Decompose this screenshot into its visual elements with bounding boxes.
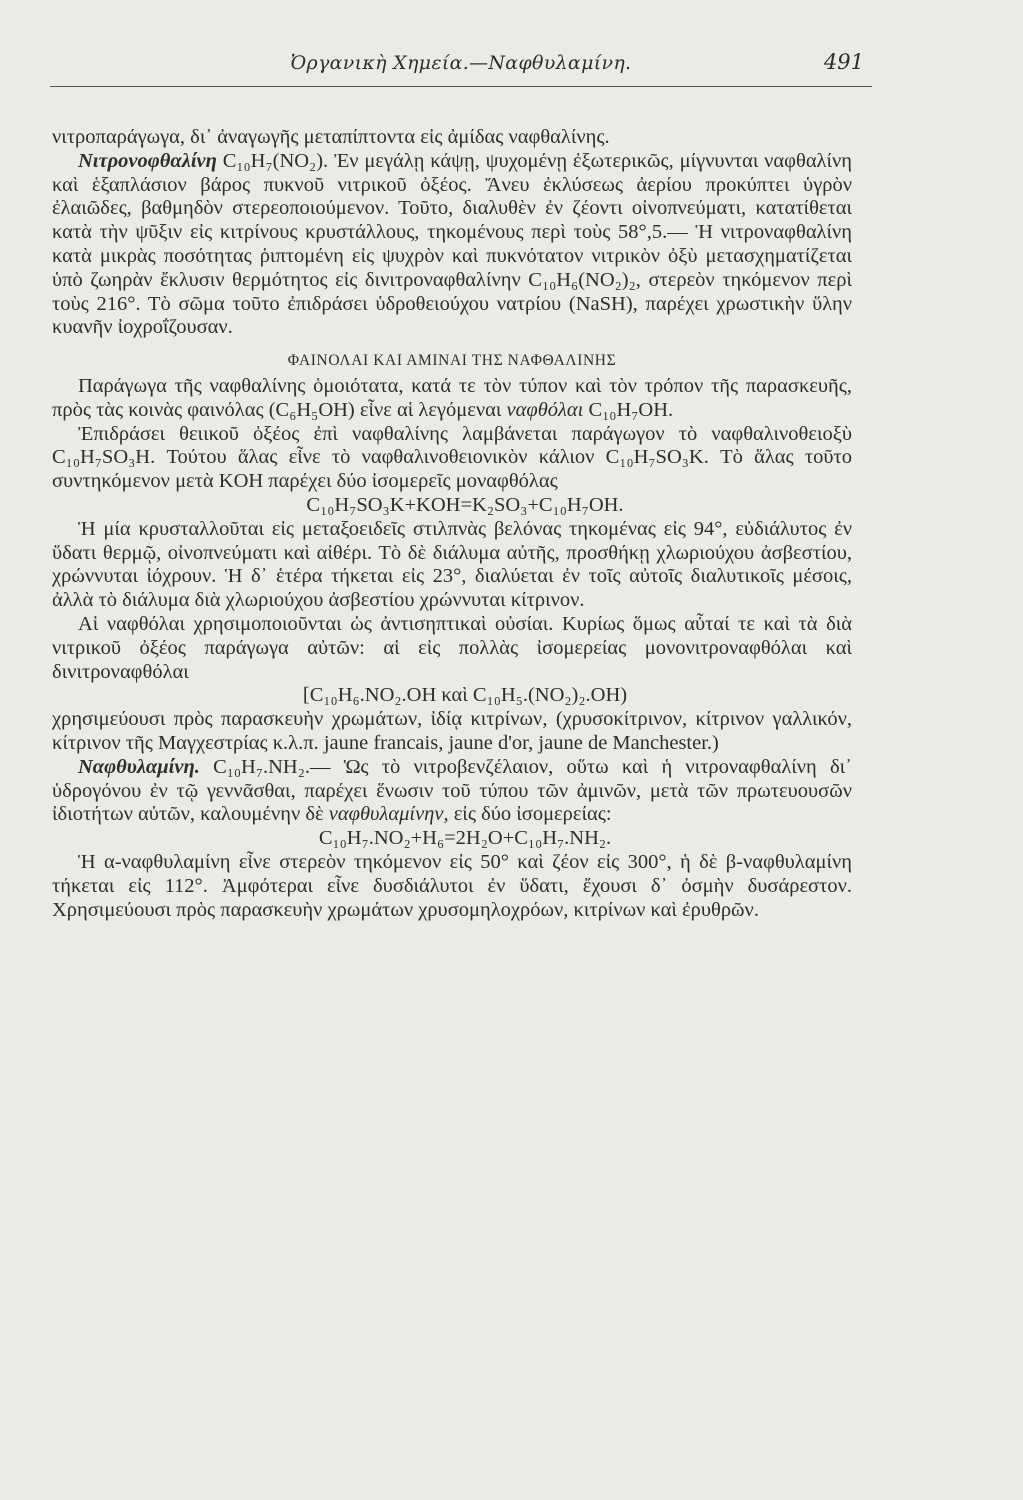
paragraph-alpha-beta: Ἡ α-ναφθυλαμίνη εἶνε στερεὸν τηκόμενον εἰς 50° καὶ ζέον εἰς 300°, ἡ δὲ β-ναφθυλαμίνη τήκεται εἰς 112°. Ἀμφότεραι εἶνε δυσδιάλυτοι ἐν ὕδατι, ἔχουσι δ᾽ ὀσμὴν δυσάρεστον. Χρησιμεύουσι πρὸς παρασκευὴν χρωμάτων χρυσομηλοχρόων, κιτρίνων καὶ ἐρυθρῶν. (52, 850, 852, 921)
paragraph-nitronaphthalene-text: Ἐν μεγάλῃ κάψῃ, ψυχομένῃ ἐξωτερικῶς, μίγνυνται ναφθαλίνη καὶ ἑξαπλάσιον βάρος πυκνοῦ νιτρικοῦ ὀξέος. Ἄνευ ἐκλύσεως ἀερίου προκύπτει ὑγρὸν ἐλαιῶδες, βαθμηδὸν στερεοποιούμενον. Τοῦτο, διαλυθὲν ἐν ζέοντι οἰνοπνεύματι, κατατίθεται κατὰ τὴν ψῦξιν εἰς κιτρίνους κρυστάλλους, τηκομένους περὶ τοὺς 58°,5.— Ἡ νιτροναφθαλίνη κατὰ μικρὰς ποσότητας ῥιπτομένη εἰς ψυχρὸν καὶ πυκνότατον νιτρικὸν ὀξὺ μετασχηματίζεται ὑπὸ ζωηρὰν ἔκλυσιν θερμότητος εἰς δινιτροναφθαλίνην C₁₀H₆(NO₂)₂, στερεὸν τηκόμενον περὶ τοὺς 216°. Τὸ σῶμα τοῦτο ἐπιδράσει ὑδροθειούχου νατρίου (NaSH), παρέχει χρωστικὴν ὕλην κυανῆν ἰοχροΐζουσαν. (52, 149, 852, 339)
paragraph-sulfonic-acid: Ἐπιδράσει θειικοῦ ὀξέος ἐπὶ ναφθαλίνης λαμβάνεται παράγωγον τὸ ναφθαλινοθειοξὺ C₁₀H₇SO₃H. Τούτου ἅλας εἶνε τὸ ναφθαλινοθειονικὸν κάλιον C₁₀H₇SO₃K. Τὸ ἅλας τοῦτο συντηκόμενον μετὰ KOH παρέχει δύο ἰσομερεῖς μοναφθόλας (52, 422, 852, 493)
page-body (52, 126, 852, 922)
equation-nitronaphthols: [C₁₀H₆.NO₂.OH καὶ C₁₀H₅.(NO₂)₂.OH) (302, 684, 628, 707)
paragraph-naphthols-text: Παράγωγα τῆς ναφθαλίνης ὁμοιότατα, κατά τε τὸν τύπον καὶ τὸν τρόπον τῆς παρασκευῆς, πρὸς τὰς κοινὰς φαινόλας (C₆H₅OH) εἶνε αἱ λεγόμεναι (52, 374, 852, 421)
paragraph-naphthylamine-text: Ὡς τὸ νιτροβενζέλαιον, οὕτω καὶ ἡ νιτροναφθαλίνη δι᾽ ὑδρογόνου ἐν τῷ γεννᾶσθαι, παρέχει ἕνωσιν τοῦ τύπου τῶν ἀμινῶν, μετὰ τῶν πρωτευουσῶν ἰδιοτήτων αὐτῶν, καλουμένην δὲ (52, 755, 852, 826)
equation-reduction: C₁₀H₇.NO₂+H₆=2H₂O+C₁₀H₇.NH₂. (318, 827, 612, 850)
paragraph-naphthols-intro (52, 375, 852, 423)
running-title: Ὀργανικὴ Χημεία.—Ναφθυλαμίνη. (290, 52, 632, 74)
paragraph-intro: νιτροπαράγωγα, δι᾽ ἀναγωγῆς μεταπίπτοντα εἰς ἀμίδας ναφθαλίνης. (52, 126, 610, 148)
page-header (50, 46, 872, 87)
paragraph-isomers: Ἡ μία κρυσταλλοῦται εἰς μεταξοειδεῖς στιλπνὰς βελόνας τηκομένας εἰς 94°, εὐδιάλυτος ἐν ὕδατι θερμῷ, οἰνοπνεύματι καὶ αἰθέρι. Τὸ δὲ διάλυμα αὐτῆς, προσθήκῃ χλωριούχου ἀσβεστίου, χρώννυται ἰόχρουν. Ἡ δ᾽ ἑτέρα τήκεται εἰς 23°, διαλύεται ἐν τοῖς αὐτοῖς διαλυτικοῖς μέσοις, ἀλλὰ τὸ διάλυμα διὰ χλωριούχου ἀσβεστίου χρώννυται κίτρινον. (52, 517, 852, 612)
term-naphthylamine-inline: ναφθυλαμίνην, (328, 803, 449, 826)
paragraph-dyes: χρησιμεύουσι πρὸς παρασκευὴν χρωμάτων, ἰδίᾳ κιτρίνων, (χρυσοκίτρινον, κίτρινον γαλλικόν, κίτρινον τῆς Μαγχεστρίας κ.λ.π. jaune francais, jaune d'or, jaune de Manchester.) (52, 708, 852, 754)
paragraph-naphthylamine-text-2: εἰς δύο ἰσομερείας: (453, 803, 612, 826)
equation-potash-fusion: C₁₀H₇SO₃K+KOH=K₂SO₃+C₁₀H₇OH. (306, 493, 624, 516)
formula-naphthol: C₁₀H₇OH. (588, 398, 674, 421)
section-heading: ΦΑΙΝΟΛΑΙ ΚΑΙ ΑΜΙΝΑΙ ΤΗΣ ΝΑΦΘΑΛΙΝΗΣ (287, 352, 617, 370)
term-nitronaphthalene: Νιτρονοφθαλίνη (78, 149, 217, 172)
formula-nitronaphthalene: C₁₀H₇(NO₂). (222, 149, 329, 172)
term-naphthylamine: Ναφθυλαμίνη. (78, 755, 200, 778)
page-number: 491 (823, 50, 864, 74)
paragraph-nitronaphthalene (52, 150, 852, 340)
paragraph-uses: Αἱ ναφθόλαι χρησιμοποιοῦνται ὡς ἀντισηπτικαὶ οὐσίαι. Κυρίως ὅμως αὗταί τε καὶ τὰ διὰ νιτρικοῦ ὀξέος παράγωγα αὐτῶν: αἱ εἰς πολλὰς ἰσομερείας μονονιτροναφθόλαι καὶ δινιτροναφθόλαι (52, 612, 852, 683)
formula-naphthylamine: C₁₀H₇.NH₂.— (213, 755, 331, 778)
term-naphthols: ναφθόλαι (506, 398, 584, 421)
paragraph-naphthylamine (52, 756, 852, 827)
